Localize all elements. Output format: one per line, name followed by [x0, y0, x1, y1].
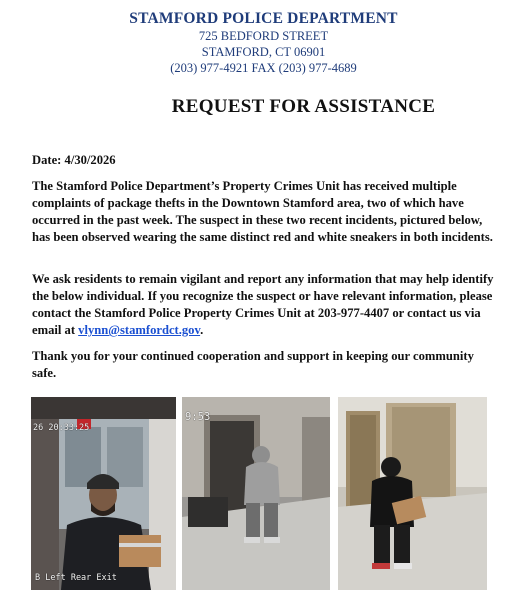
surveillance-image-3	[338, 397, 487, 590]
request-text-end: .	[200, 323, 204, 337]
surveillance-photo-3	[338, 397, 487, 590]
camera-timestamp-2: 9:53	[185, 411, 211, 423]
surveillance-photo-1	[31, 397, 176, 590]
surveillance-photo-2	[182, 397, 330, 590]
page-title: REQUEST FOR ASSISTANCE	[171, 96, 436, 117]
department-name: STAMFORD POLICE DEPARTMENT	[129, 10, 398, 27]
letterhead	[0, 10, 527, 76]
surveillance-image-2	[182, 397, 330, 590]
paragraph-request	[32, 271, 494, 339]
notice-date: Date: 4/30/2026	[32, 153, 116, 167]
city-address: STAMFORD, CT 06901	[201, 45, 326, 59]
camera-timestamp: 26 20:33:25	[33, 423, 90, 433]
camera-label: B Left Rear Exit	[35, 573, 117, 583]
email-link[interactable]: vlynn@stamfordct.gov	[78, 323, 201, 337]
paragraph-incidents: The Stamford Police Department’s Property Crimes Unit has received multiple complaints of package thefts in the Downtown Stamford area, two of which have occurred in the past week. The suspect in these two recent incidents, pictured below, has been observed wearing the same distinct red and white sneakers in both incidents.	[32, 179, 493, 244]
street-address: 725 BEDFORD STREET	[198, 29, 329, 43]
paragraph-thanks: Thank you for your continued cooperation and support in keeping our community safe.	[32, 349, 474, 380]
request-text: We ask residents to remain vigilant and report any information that may help identify the below individual. If you recognize the suspect or have relevant information, please contact the Stamford Police Property Crimes Unit at 203-977-4407 or contact us via email at	[32, 272, 494, 337]
phone-fax: (203) 977-4921 FAX (203) 977-4689	[170, 61, 357, 75]
